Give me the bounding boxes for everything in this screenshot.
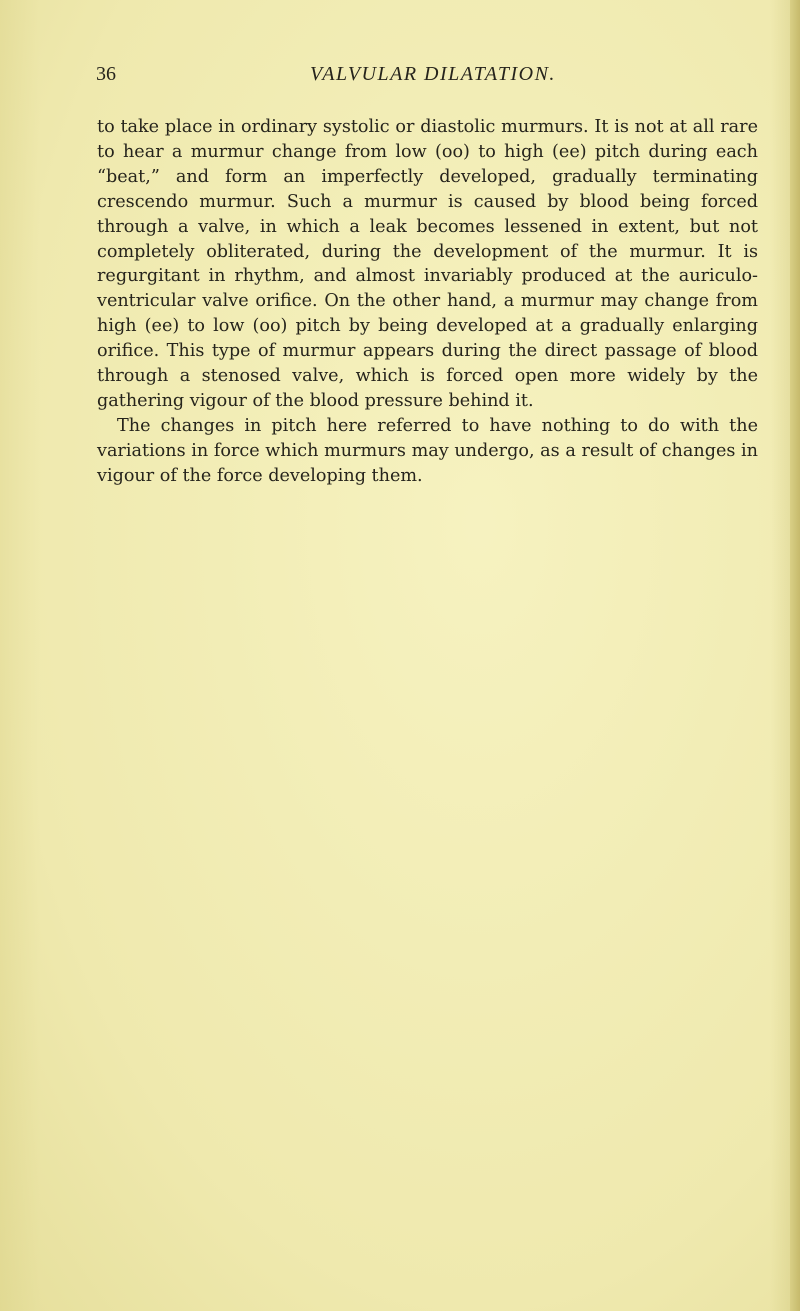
paragraph-2: The changes in pitch here referred to have nothing to do with the variations in force which murmurs may undergo, as a result of changes in vigour of the force developing them. (97, 415, 758, 486)
body-text (97, 115, 758, 489)
paragraph-1: to take place in ordinary systolic or diastolic murmurs. It is not at all rare to hear a murmur change from low (oo) to high (ee) pitch during each “beat,” and form an imperfectly developed, gradually terminating crescendo murmur. Such a murmur is caused by blood being forced through a valve, in which a leak becomes lessened in extent, but not completely obliterated, during the development of the murmur. It is regurgitant in rhythm, and almost invariably produced at the auriculo-ventricular valve orifice. On the other hand, a murmur may change from high (ee) to low (oo) pitch by being developed at a gradually enlarging orifice. This type of murmur appears during the direct passage of blood through a stenosed valve, which is forced open more widely by the gathering vigour of the blood pressure behind it. (97, 117, 758, 411)
page-edge (790, 0, 800, 1311)
page-number: 36 (96, 63, 116, 85)
running-head (96, 63, 726, 93)
running-title: VALVULAR DILATATION. (310, 63, 556, 85)
